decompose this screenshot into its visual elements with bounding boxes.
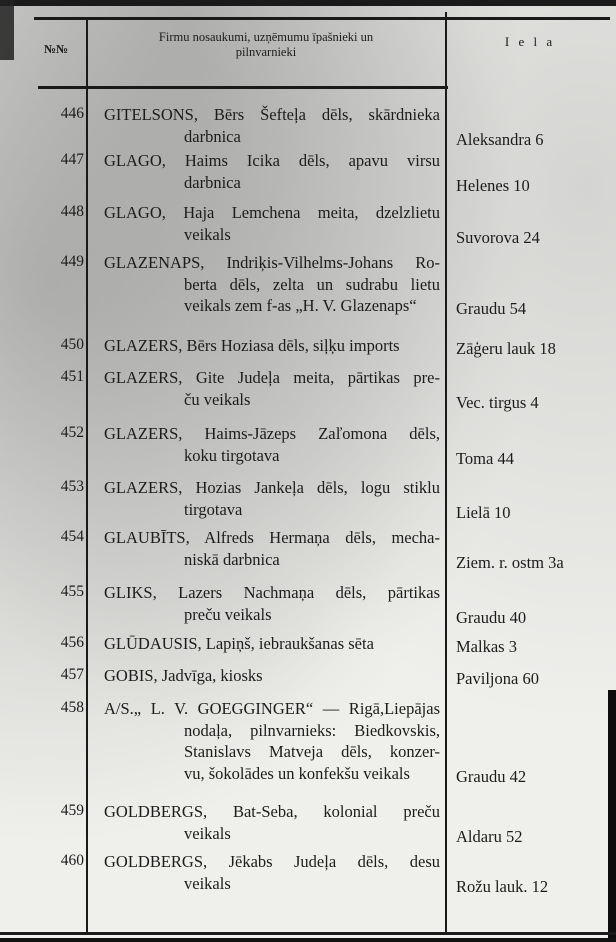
entry-description-line: darbnica <box>184 126 241 146</box>
header-number-column: №№ <box>43 42 69 56</box>
entry-street: Suvorova 24 <box>456 227 540 247</box>
number-column-divider <box>86 19 88 934</box>
entry-description-line: koku tirgotava <box>184 445 280 465</box>
entry-number: 456 <box>60 634 84 651</box>
entry-number: 460 <box>60 852 84 869</box>
entry-description <box>104 252 440 317</box>
entry-description-line: berta dēls, zelta un sudrabu lietu <box>184 274 440 294</box>
entry-number: 450 <box>60 336 84 353</box>
entry-description <box>104 851 440 894</box>
entry-description <box>104 527 440 570</box>
entry-street: Ziem. r. ostm 3a <box>456 552 564 572</box>
entry-description-line: preču veikals <box>184 604 272 624</box>
entry-description-line: veikals <box>184 224 231 244</box>
header-top-rule <box>34 17 610 20</box>
entry-description-line: GLAZENAPS, Indriķis-Vilhelms-Johans Ro- <box>104 253 440 272</box>
entry-description-line: GITELSONS, Bērs Šefteļa dēls, skārdnieka <box>104 105 440 124</box>
entry-description-line: GLŪDAUSIS, Lapiņš, iebraukšanas sēta <box>104 634 374 653</box>
entry-description-line: GLAZERS, Haims-Jāzeps Zaľomona dēls, <box>104 424 440 443</box>
entry-street: Graudu 54 <box>456 299 527 318</box>
header-street-column: I e l a <box>504 34 556 49</box>
entry-number: 457 <box>60 666 84 683</box>
scan-edge <box>0 0 616 6</box>
entry-description-line: veikals zem f-as „H. V. Glazenaps“ <box>184 296 417 315</box>
entry-description-line: GOLDBERGS, Jēkabs Judeļa dēls, desu <box>104 852 440 871</box>
entry-description-line: A/S.„ L. V. GOEGGINGER“ — Rigā,Liepājas <box>104 699 440 718</box>
entry-street: Lielā 10 <box>456 502 511 522</box>
entry-street: Aleksandra 6 <box>456 129 544 149</box>
entry-street: Malkas 3 <box>456 637 517 656</box>
scan-edge <box>0 938 616 942</box>
entry-number: 446 <box>60 105 84 122</box>
entry-street: Rožu lauk. 12 <box>456 876 549 896</box>
header-name-line: pilnvarnieki <box>235 45 297 59</box>
entry-number: 459 <box>60 802 84 819</box>
entry-street: Helenes 10 <box>456 175 530 195</box>
entry-description <box>104 477 440 520</box>
entry-number: 449 <box>60 253 84 270</box>
entry-number: 453 <box>60 478 84 495</box>
entry-street: Paviljona 60 <box>456 669 539 688</box>
entry-description <box>104 367 440 410</box>
entry-description-line: GOLDBERGS, Bat-Seba, kolonial preču <box>104 802 440 821</box>
entry-description-line: vu, šokolādes un konfekšu veikals <box>184 763 410 783</box>
entry-description <box>104 335 440 357</box>
entry-street: Toma 44 <box>456 448 514 468</box>
entry-description-line: GOBIS, Jadvīga, kiosks <box>104 666 263 685</box>
entry-description <box>104 633 440 655</box>
entry-street: Graudu 40 <box>456 607 527 627</box>
entry-number: 451 <box>60 368 84 385</box>
street-column-divider <box>445 12 447 934</box>
entry-description-line: tirgotava <box>184 499 243 519</box>
entry-description <box>104 423 440 466</box>
entry-description-line: veikals <box>184 823 231 843</box>
entry-description-line: GLAZERS, Hozias Jankeļa dēls, logu stiklu <box>104 478 440 497</box>
header-name-column <box>96 30 436 60</box>
entry-description-line: darbnica <box>184 172 241 192</box>
entry-number: 448 <box>60 203 84 220</box>
entry-description-line: GLAZERS, Gite Judeļa meita, pārtikas pre- <box>104 368 440 387</box>
header-bottom-rule <box>38 86 448 89</box>
entry-street: Aldaru 52 <box>456 826 523 846</box>
footer-rule <box>0 932 616 935</box>
entry-street: Vec. tirgus 4 <box>456 392 539 412</box>
entry-description <box>104 665 440 687</box>
entry-number: 454 <box>60 528 84 545</box>
entry-description <box>104 150 440 193</box>
entry-description-line: GLAGO, Haims Icika dēls, apavu virsu <box>104 151 440 170</box>
entry-number: 455 <box>60 583 84 600</box>
entry-description-line: Stanislavs Matveja dēls, konzer- <box>184 742 440 761</box>
entry-description <box>104 801 440 844</box>
entry-description <box>104 202 440 245</box>
entry-description-line: veikals <box>184 873 231 893</box>
entry-description-line: GLAGO, Haja Lemchena meita, dzelzlietu <box>104 203 440 222</box>
entry-description <box>104 698 440 784</box>
header-name-line: Firmu nosaukumi, uzņēmumu īpašnieki un <box>158 30 374 44</box>
entry-description-line: nodaļa, pilnvarnieks: Biedkovskis, <box>184 720 440 740</box>
entry-description-line: GLAZERS, Bērs Hoziasa dēls, siļķu imports <box>104 336 400 355</box>
entry-description <box>104 582 440 625</box>
scan-edge <box>0 0 14 60</box>
entry-number: 452 <box>60 424 84 441</box>
entry-description-line: ču veikals <box>184 389 251 409</box>
entry-description-line: GLIKS, Lazers Nachmaņa dēls, pārtikas <box>104 583 440 602</box>
entry-street: Graudu 42 <box>456 766 527 786</box>
entry-street: Zāģeru lauk 18 <box>456 339 556 358</box>
scan-edge <box>608 690 616 942</box>
entry-number: 447 <box>60 151 84 168</box>
entry-description-line: GLAUBĪTS, Alfreds Hermaņa dēls, mecha- <box>104 528 440 547</box>
entry-description <box>104 104 440 147</box>
entry-description-line: niskā darbnica <box>184 549 280 569</box>
entry-number: 458 <box>60 699 84 716</box>
